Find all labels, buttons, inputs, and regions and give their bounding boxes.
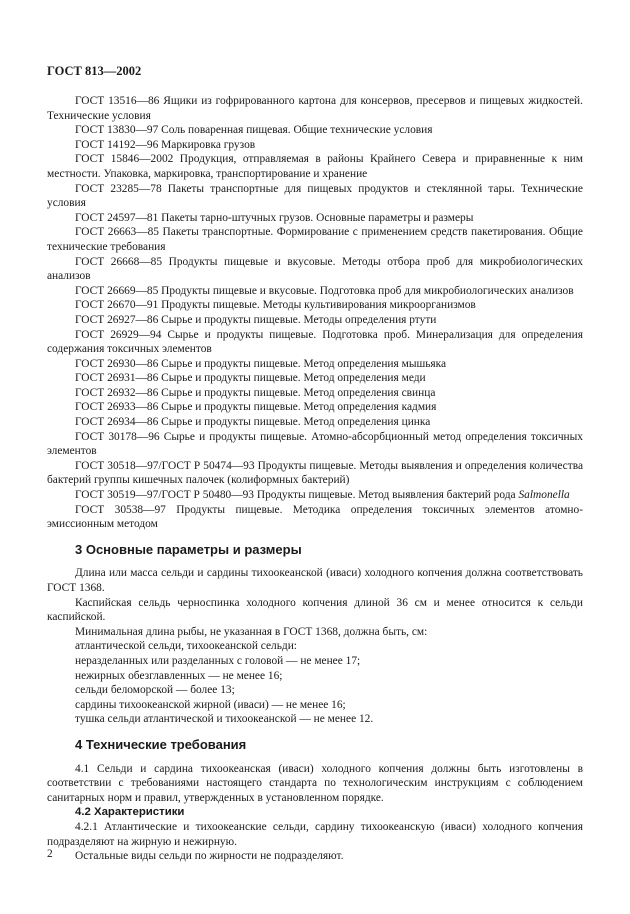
length-line: нежирных обезглавленных — не менее 16; bbox=[75, 669, 283, 682]
length-line: сардины тихоокеанской жирной (иваси) — не менее 16; bbox=[75, 698, 346, 711]
page-content bbox=[47, 94, 583, 864]
section-3-paragraph: Длина или масса сельди и сардины тихоокеанской (иваси) холодного копчения должна соответствовать ГОСТ 1368. bbox=[47, 567, 583, 594]
page-number: 2 bbox=[47, 848, 53, 860]
ref-item: ГОСТ 13830—97 Соль поваренная пищевая. Общие технические условия bbox=[75, 124, 433, 137]
ref-item: ГОСТ 26663—85 Пакеты транспортные. Формирование с применением средств пакетирования. Общие технические требования bbox=[47, 226, 583, 253]
ref-text: ГОСТ 30519—97/ГОСТ Р 50480—93 Продукты пищевые. Метод выявления бактерий рода bbox=[75, 489, 516, 502]
ref-item: ГОСТ 30518—97/ГОСТ Р 50474—93 Продукты пищевые. Методы выявления и определения количества бактерий группы кишечных палочек (колиформных бактерий) bbox=[47, 459, 583, 487]
ref-item-salmonella bbox=[47, 488, 583, 503]
section-3-paragraph: Каспийская сельдь черноспинка холодного копчения длиной 36 см и менее относится к сельди каспийской. bbox=[47, 596, 583, 624]
ref-item: ГОСТ 26934—86 Сырье и продукты пищевые. Метод определения цинка bbox=[75, 416, 431, 429]
ref-item: ГОСТ 26668—85 Продукты пищевые и вкусовые. Методы отбора проб для микробиологических анализов bbox=[47, 255, 583, 283]
clause-4-1: 4.1 Сельди и сардина тихоокеанская (иваси) холодного копчения должны быть изготовлены в соответствии с требованиями настоящего стандарта по технологическим инструкциям с соблюдением санитарных норм и правил, утвержденных в установленном порядке. bbox=[47, 762, 583, 804]
ref-item: ГОСТ 13516—86 Ящики из гофрированного картона для консервов, пресервов и пищевых жидкостей. Технические условия bbox=[47, 95, 583, 122]
ref-item: ГОСТ 26933—86 Сырье и продукты пищевые. Метод определения кадмия bbox=[75, 401, 437, 414]
ref-italic-term: Salmonella bbox=[518, 489, 570, 502]
length-line: атлантической сельди, тихоокеанской сельди: bbox=[75, 640, 297, 653]
clause-4-2-heading: 4.2 Характеристики bbox=[75, 806, 185, 819]
ref-item: ГОСТ 26670—91 Продукты пищевые. Методы культивирования микроорганизмов bbox=[75, 299, 476, 312]
ref-item: ГОСТ 26931—86 Сырье и продукты пищевые. Метод определения меди bbox=[75, 372, 426, 385]
ref-item: ГОСТ 23285—78 Пакеты транспортные для пищевых продуктов и стеклянной тары. Технические условия bbox=[47, 182, 583, 210]
length-line: тушка сельди атлантической и тихоокеанской — не менее 12. bbox=[75, 713, 374, 726]
ref-item: ГОСТ 26930—86 Сырье и продукты пищевые. Метод определения мышьяка bbox=[75, 357, 447, 370]
running-header: ГОСТ 813—2002 bbox=[47, 64, 142, 78]
ref-item: ГОСТ 14192—96 Маркировка грузов bbox=[75, 138, 256, 151]
ref-item: ГОСТ 26927—86 Сырье и продукты пищевые. Методы определения ртути bbox=[75, 313, 437, 326]
length-line: неразделанных или разделанных с головой — не менее 17; bbox=[75, 654, 361, 667]
section-4-heading: 4 Технические требования bbox=[75, 736, 247, 752]
ref-item: ГОСТ 30178—96 Сырье и продукты пищевые. Атомно-абсорбционный метод определения токсичных элементов bbox=[47, 430, 583, 458]
section-3-paragraph: Минимальная длина рыбы, не указанная в ГОСТ 1368, должна быть, см: bbox=[75, 625, 428, 638]
ref-item: ГОСТ 24597—81 Пакеты тарно-штучных грузов. Основные параметры и размеры bbox=[75, 211, 474, 224]
length-line: сельди беломорской — более 13; bbox=[75, 684, 235, 697]
section-3-heading: 3 Основные параметры и размеры bbox=[75, 541, 302, 557]
ref-item: ГОСТ 15846—2002 Продукция, отправляемая в районы Крайнего Севера и приравненные к ним местности. Упаковка, маркировка, транспортирование и хранение bbox=[47, 153, 583, 180]
ref-item: ГОСТ 26929—94 Сырье и продукты пищевые. Подготовка проб. Минерализация для определения содержания токсичных элементов bbox=[47, 328, 583, 356]
ref-item: ГОСТ 30538—97 Продукты пищевые. Методика определения токсичных элементов атомно-эмиссионным методом bbox=[47, 503, 583, 531]
clause-4-2-1-continued: Остальные виды сельди по жирности не подразделяют. bbox=[75, 850, 344, 863]
clause-4-2-1: 4.2.1 Атлантические и тихоокеанские сельди, сардину тихоокеанскую (иваси) холодного копчения подразделяют на жирную и нежирную. bbox=[47, 820, 583, 848]
ref-item: ГОСТ 26932—86 Сырье и продукты пищевые. Метод определения свинца bbox=[75, 386, 436, 399]
ref-item: ГОСТ 26669—85 Продукты пищевые и вкусовые. Подготовка проб для микробиологических анализов bbox=[75, 284, 574, 297]
